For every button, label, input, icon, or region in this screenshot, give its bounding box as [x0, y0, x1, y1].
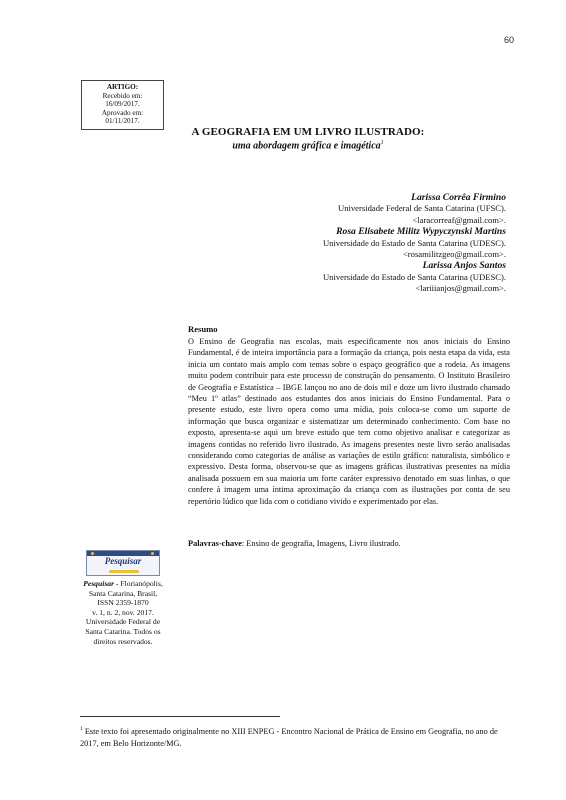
keywords-label: Palavras-chave — [188, 539, 242, 548]
page-number: 60 — [503, 35, 514, 45]
title-block — [150, 126, 466, 151]
author-affiliation: Universidade do Estado de Santa Catarina (UDESC). — [322, 271, 506, 282]
author-affiliation: Universidade do Estado de Santa Catarina (UDESC). — [322, 237, 506, 248]
journal-info — [83, 550, 163, 646]
approved-label: Aprovado em: — [101, 108, 144, 117]
logo-wordmark: Pesquisar — [104, 556, 142, 566]
author-affiliation: Universidade Federal de Santa Catarina (UFSC). — [337, 203, 506, 214]
paper-subtitle — [150, 140, 466, 151]
approved-date: 01/11/2017. — [105, 117, 140, 126]
article-info-box — [81, 80, 164, 130]
footnote-text: Este texto foi apresentado originalmente no XIII ENPEG - Encontro Nacional de Prática de Ensino em Geografia, no ano de 2017, em Belo Horizonte/MG. — [80, 726, 498, 748]
footnote-divider — [80, 716, 280, 717]
paper-title: A GEOGRAFIA EM UM LIVRO ILUSTRADO: — [191, 126, 425, 138]
abstract-heading: Resumo — [188, 324, 218, 334]
footnote-marker: 1 — [80, 726, 83, 732]
journal-line: Santa Catarina. Todos os — [85, 626, 161, 636]
keywords — [188, 538, 510, 549]
journal-line: v. 1, n. 2, nov. 2017. — [92, 607, 154, 617]
subtitle-text: uma abordagem gráfica e imagética — [232, 140, 381, 152]
author-email: <laracorreaf@gmail.com>. — [412, 214, 506, 225]
journal-line: ISSN 2359-1870 — [97, 598, 149, 608]
author-name: Rosa Elisabete Militz Wypyczynski Martins — [336, 226, 506, 238]
author-email: <rosamilitzgeo@gmail.com>. — [402, 249, 506, 260]
journal-logo — [86, 550, 160, 576]
keywords-text: : Ensino de geografia, Imagens, Livro ilustrado. — [241, 539, 401, 548]
logo-swoosh — [109, 570, 139, 573]
author-name: Larissa Corrêa Firmino — [411, 192, 506, 203]
author-name: Larissa Anjos Santos — [422, 260, 506, 272]
abstract-text: O Ensino de Geografia nas escolas, mais especificamente nos anos iniciais do Ensino Fundamental, é de inteira importância para a formação da criança, pois nesta etapa da vida, esta inicia um contato mais amplo com temas sobre o espaço geográfico que a rodeia. As imagens muito podem contribuir para este processo de construção do pensamento. O Instituto Brasileiro de Geografia e Estatística – IBGE lançou no ano de dois mil e doze um livro ilustrado chamado “Meu 1º atlas” destinado aos estudantes dos anos iniciais do Ensino Fundamental. Para o presente estudo, este livro opera como uma mídia, pois coloca-se como um suporte de informação que busca organizar e sistematizar um determinado conhecimento. Com base no exposto, apresenta-se aqui um breve estudo que tem como objetivo analisar e categorizar as imagens contidas no referido livro ilustrado. As imagens presentes neste livro serão analisadas considerando como categorias de análise as variações de estilo gráfico: naturalista, simbólico e expressivo. Desta forma, observou-se que as imagens gráficas ilustrativas presentes na mídia analisada possuem em sua maioria um forte caráter expressivo denotado em suas linhas, o que confere à imagem uma íntima aproximação da criança com as ilustrações por conta de seu repertório lúdico que lida com o cotidiano vivido e experimentado por elas. — [188, 337, 510, 506]
footnote-ref: 1 — [380, 140, 384, 146]
received-label: Recebido em: — [102, 91, 143, 100]
journal-line: Santa Catarina, Brasil, — [88, 588, 158, 598]
authors-block — [206, 192, 506, 295]
journal-line: - Florianópolis, — [114, 579, 163, 588]
journal-line: Universidade Federal de — [85, 617, 161, 627]
footnote — [80, 723, 518, 750]
received-date: 16/09/2017. — [105, 100, 140, 109]
author-email: <lariiianjos@gmail.com>. — [415, 283, 506, 294]
article-label: ARTIGO: — [106, 83, 139, 91]
abstract-section — [188, 324, 510, 507]
journal-line: direitos reservados. — [93, 636, 153, 646]
journal-name: Pesquisar — [83, 579, 115, 588]
